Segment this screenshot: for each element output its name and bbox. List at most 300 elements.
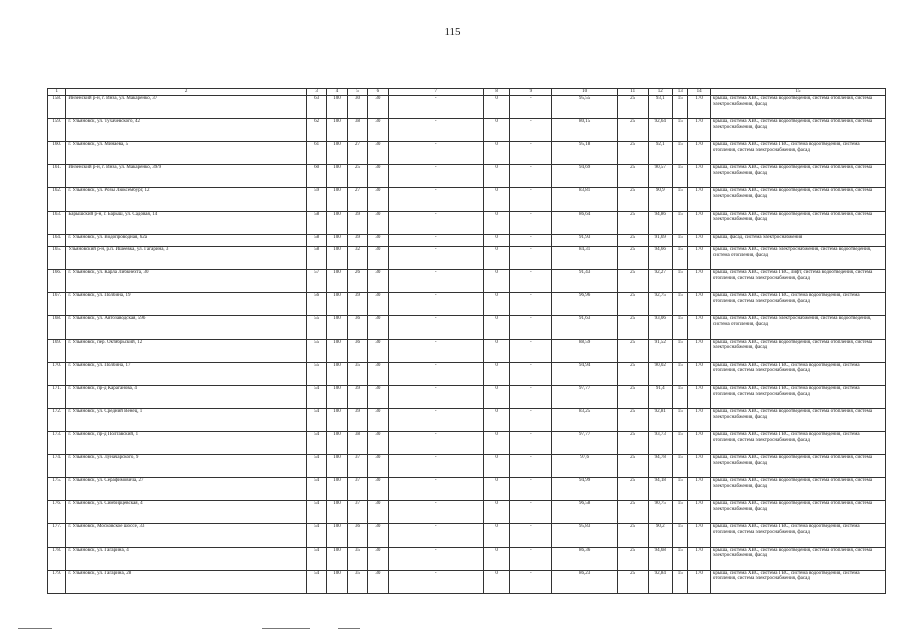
- address: г. Ульяновск, пр-д Караганова, 4: [66, 385, 306, 408]
- works-list: крыша, система ХВС, система ГВС, система водоотведения, система отопления, система электроснабжения, фасад: [710, 524, 885, 547]
- col-9-value: -: [510, 119, 552, 142]
- col-12-value: 90,57: [648, 165, 673, 188]
- col-4-value: 100: [327, 455, 347, 478]
- col-11-value: 25: [617, 408, 648, 431]
- col-14-value: 170: [688, 270, 711, 293]
- col-11-value: 25: [617, 524, 648, 547]
- col-3-value: 58: [306, 211, 326, 234]
- col-12-value: 92,27: [648, 270, 673, 293]
- col-9-value: -: [510, 165, 552, 188]
- column-number-9: 9: [510, 89, 552, 96]
- col-13-value: 15: [673, 385, 688, 408]
- col-9-value: -: [510, 408, 552, 431]
- col-11-value: 25: [617, 478, 648, 501]
- col-5-value: 39: [347, 408, 367, 431]
- address: г. Ульяновск, ул. Серафимовича, 27: [66, 478, 306, 501]
- col-11-value: 25: [617, 247, 648, 270]
- column-number-6: 6: [368, 89, 388, 96]
- address: Барышский р-н, г. Барыш, ул. Садовая, 14: [66, 211, 306, 234]
- col-4-value: 100: [327, 188, 347, 211]
- col-7-value: -: [388, 142, 483, 165]
- col-7-value: -: [388, 211, 483, 234]
- col-11-value: 25: [617, 501, 648, 524]
- col-4-value: 100: [327, 247, 347, 270]
- col-14-value: 170: [688, 547, 711, 570]
- works-list: крыша, система ХВС, система водоотведения, система отопления, система электроснабжения, фасад: [710, 501, 885, 524]
- col-12-value: 94,78: [648, 455, 673, 478]
- col-11-value: 25: [617, 165, 648, 188]
- works-list: крыша, система ХВС, система водоотведения, система отопления, система электроснабжения, фасад: [710, 339, 885, 362]
- row-number: 167.: [48, 293, 66, 316]
- col-3-value: 54: [306, 408, 326, 431]
- col-10-value: 91,93: [552, 234, 617, 246]
- col-11-value: 25: [617, 455, 648, 478]
- works-list: крыша, система ХВС, система ГВС, система водоотведения, система отопления, система электроснабжения, фасад: [710, 432, 885, 455]
- table-row: [48, 432, 886, 455]
- col-3-value: 54: [306, 432, 326, 455]
- col-5-value: 27: [347, 188, 367, 211]
- col-14-value: 170: [688, 316, 711, 339]
- col-13-value: 15: [673, 96, 688, 119]
- col-6-value: 30: [368, 270, 388, 293]
- col-3-value: 59: [306, 188, 326, 211]
- works-list: крыша, система ХВС, система ГВС, система водоотведения, система отопления, система электроснабжения, фасад: [710, 362, 885, 385]
- col-8-value: 0: [483, 247, 510, 270]
- col-7-value: -: [388, 385, 483, 408]
- row-number: 174.: [48, 455, 66, 478]
- col-5-value: 39: [347, 385, 367, 408]
- col-13-value: 15: [673, 316, 688, 339]
- col-11-value: 25: [617, 234, 648, 246]
- col-5-value: 36: [347, 316, 367, 339]
- address: г. Ульяновск, ул. Карла Либкнехта, 30: [66, 270, 306, 293]
- col-8-value: 0: [483, 234, 510, 246]
- col-10-value: 91,43: [552, 270, 617, 293]
- col-14-value: 170: [688, 293, 711, 316]
- works-list: крыша, система ХВС, система водоотведения, система отопления, система электроснабжения, фасад: [710, 547, 885, 570]
- address: Ульяновский р-н, р.п. Ишеевка, ул. Гагарина, 3: [66, 247, 306, 270]
- col-6-value: 30: [368, 188, 388, 211]
- col-7-value: -: [388, 119, 483, 142]
- col-3-value: 55: [306, 316, 326, 339]
- col-14-value: 170: [688, 96, 711, 119]
- address: г. Ульяновск, ул. Полбина, 17: [66, 362, 306, 385]
- row-number: 175.: [48, 478, 66, 501]
- column-number-5: 5: [347, 89, 367, 96]
- col-4-value: 100: [327, 385, 347, 408]
- col-7-value: -: [388, 96, 483, 119]
- col-11-value: 25: [617, 385, 648, 408]
- col-14-value: 170: [688, 362, 711, 385]
- address: г. Ульяновск, пр-д Полтавский, 1: [66, 432, 306, 455]
- row-number: 162.: [48, 188, 66, 211]
- col-10-value: 84,31: [552, 247, 617, 270]
- col-12-value: 94,68: [648, 547, 673, 570]
- col-5-value: 36: [347, 339, 367, 362]
- col-11-value: 25: [617, 293, 648, 316]
- works-list: крыша, система ХВС, система водоотведения, система отопления, система электроснабжения, фасад: [710, 408, 885, 431]
- table-row: [48, 362, 886, 385]
- works-list: крыша, система ХВС, система ГВС, система водоотведения, система отопления, система электроснабжения, фасад: [710, 142, 885, 165]
- col-12-value: 92,1: [648, 142, 673, 165]
- works-list: крыша, система ХВС, система ГВС, система водоотведения, система отопления, система электроснабжения, фасад: [710, 385, 885, 408]
- address: г. Ульяновск, ул. Полбина, 19: [66, 293, 306, 316]
- col-6-value: 30: [368, 455, 388, 478]
- row-number: 160.: [48, 142, 66, 165]
- col-3-value: 60: [306, 165, 326, 188]
- col-6-value: 30: [368, 211, 388, 234]
- col-12-value: 90,2: [648, 524, 673, 547]
- col-10-value: 96,96: [552, 293, 617, 316]
- col-9-value: -: [510, 432, 552, 455]
- col-5-value: 35: [347, 362, 367, 385]
- col-12-value: 94,66: [648, 247, 673, 270]
- col-4-value: 100: [327, 432, 347, 455]
- works-list: крыша, система ХВС, система водоотведения, система отопления, система электроснабжения, фасад: [710, 211, 885, 234]
- column-number-10: 10: [552, 89, 617, 96]
- col-8-value: 0: [483, 570, 510, 593]
- table-row: [48, 339, 886, 362]
- col-9-value: -: [510, 270, 552, 293]
- row-number: 164.: [48, 234, 66, 246]
- col-12-value: 91,4: [648, 385, 673, 408]
- col-8-value: 0: [483, 119, 510, 142]
- col-6-value: 30: [368, 316, 388, 339]
- col-3-value: 55: [306, 339, 326, 362]
- col-6-value: 30: [368, 293, 388, 316]
- col-3-value: 58: [306, 247, 326, 270]
- works-list: крыша, система ХВС, система ГВС, система водоотведения, система отопления, система электроснабжения, фасад: [710, 293, 885, 316]
- col-10-value: 94,94: [552, 362, 617, 385]
- col-7-value: -: [388, 247, 483, 270]
- col-12-value: 91,52: [648, 339, 673, 362]
- col-11-value: 25: [617, 432, 648, 455]
- col-4-value: 100: [327, 524, 347, 547]
- works-list: крыша, система ХВС, система водоотведения, система отопления, система электроснабжения, фасад: [710, 455, 885, 478]
- row-number: 166.: [48, 270, 66, 293]
- col-12-value: 91,69: [648, 234, 673, 246]
- col-13-value: 15: [673, 362, 688, 385]
- column-number-7: 7: [388, 89, 483, 96]
- column-number-12: 12: [648, 89, 673, 96]
- col-6-value: 30: [368, 524, 388, 547]
- col-7-value: -: [388, 455, 483, 478]
- col-11-value: 25: [617, 362, 648, 385]
- col-4-value: 100: [327, 234, 347, 246]
- column-number-4: 4: [327, 89, 347, 96]
- address: г. Ульяновск, ул. Симбирцевская, 4: [66, 501, 306, 524]
- col-13-value: 15: [673, 142, 688, 165]
- row-number: 169.: [48, 339, 66, 362]
- col-9-value: -: [510, 362, 552, 385]
- address: г. Ульяновск, ул. Автозаводская, 59б: [66, 316, 306, 339]
- col-8-value: 0: [483, 524, 510, 547]
- col-10-value: 83,25: [552, 408, 617, 431]
- col-6-value: 30: [368, 247, 388, 270]
- col-7-value: -: [388, 408, 483, 431]
- table-row: [48, 96, 886, 119]
- col-14-value: 170: [688, 247, 711, 270]
- col-7-value: -: [388, 339, 483, 362]
- col-14-value: 170: [688, 570, 711, 593]
- col-3-value: 54: [306, 385, 326, 408]
- col-7-value: -: [388, 188, 483, 211]
- row-number: 178.: [48, 547, 66, 570]
- col-13-value: 15: [673, 501, 688, 524]
- col-9-value: -: [510, 455, 552, 478]
- row-number: 165.: [48, 247, 66, 270]
- col-3-value: 54: [306, 570, 326, 593]
- table-row: [48, 385, 886, 408]
- col-12-value: 90,75: [648, 501, 673, 524]
- col-4-value: 100: [327, 501, 347, 524]
- table-row: [48, 570, 886, 593]
- col-4-value: 100: [327, 119, 347, 142]
- col-10-value: 86,23: [552, 570, 617, 593]
- col-12-value: 94,18: [648, 478, 673, 501]
- column-number-3: 3: [306, 89, 326, 96]
- col-3-value: 54: [306, 524, 326, 547]
- works-list: крыша, система ХВС, система ГВС, система водоотведения, система отопления, система электроснабжения, фасад: [710, 570, 885, 593]
- col-13-value: 15: [673, 165, 688, 188]
- table-row: [48, 455, 886, 478]
- col-11-value: 25: [617, 547, 648, 570]
- col-4-value: 100: [327, 362, 347, 385]
- col-9-value: -: [510, 234, 552, 246]
- col-13-value: 15: [673, 211, 688, 234]
- col-6-value: 30: [368, 385, 388, 408]
- col-8-value: 0: [483, 142, 510, 165]
- col-12-value: 93,73: [648, 432, 673, 455]
- col-12-value: 90,9: [648, 188, 673, 211]
- col-6-value: 30: [368, 432, 388, 455]
- col-6-value: 30: [368, 234, 388, 246]
- row-number: 170.: [48, 362, 66, 385]
- col-14-value: 170: [688, 455, 711, 478]
- col-9-value: -: [510, 501, 552, 524]
- col-6-value: 30: [368, 96, 388, 119]
- col-5-value: 39: [347, 234, 367, 246]
- col-8-value: 0: [483, 408, 510, 431]
- col-13-value: 15: [673, 119, 688, 142]
- col-12-value: 92,64: [648, 119, 673, 142]
- col-12-value: 92,81: [648, 408, 673, 431]
- col-10-value: 96,58: [552, 501, 617, 524]
- col-6-value: 30: [368, 501, 388, 524]
- col-14-value: 170: [688, 408, 711, 431]
- col-5-value: 37: [347, 501, 367, 524]
- col-14-value: 170: [688, 385, 711, 408]
- table-row: [48, 547, 886, 570]
- col-13-value: 15: [673, 478, 688, 501]
- col-7-value: -: [388, 432, 483, 455]
- table-row: [48, 524, 886, 547]
- table-row: [48, 270, 886, 293]
- col-8-value: 0: [483, 385, 510, 408]
- col-9-value: -: [510, 570, 552, 593]
- col-5-value: 38: [347, 432, 367, 455]
- row-number: 168.: [48, 316, 66, 339]
- col-9-value: -: [510, 96, 552, 119]
- col-13-value: 15: [673, 188, 688, 211]
- address: г. Ульяновск, ул. Гагарина, 4: [66, 547, 306, 570]
- col-13-value: 15: [673, 247, 688, 270]
- col-5-value: 36: [347, 524, 367, 547]
- col-9-value: -: [510, 524, 552, 547]
- col-8-value: 0: [483, 211, 510, 234]
- col-12-value: 93,1: [648, 96, 673, 119]
- column-number-14: 14: [688, 89, 711, 96]
- col-3-value: 54: [306, 478, 326, 501]
- address: г. Ульяновск, ул. Водопроводная, 62а: [66, 234, 306, 246]
- address: г. Ульяновск, ул. Луначарского, 9: [66, 455, 306, 478]
- footer-rule-center: [262, 628, 310, 629]
- page-number: 115: [444, 26, 461, 38]
- col-12-value: 94,86: [648, 211, 673, 234]
- col-11-value: 25: [617, 570, 648, 593]
- works-list: крыша, система ХВС, система электроснабжения, система водоотведения, система отопления, фасад: [710, 247, 885, 270]
- col-4-value: 100: [327, 339, 347, 362]
- col-10-value: 97,77: [552, 432, 617, 455]
- col-3-value: 62: [306, 119, 326, 142]
- table-row: [48, 188, 886, 211]
- col-10-value: 83,81: [552, 188, 617, 211]
- col-13-value: 15: [673, 234, 688, 246]
- table-row: [48, 234, 886, 246]
- footer-rule-left: [18, 628, 52, 629]
- col-5-value: 30: [347, 96, 367, 119]
- col-14-value: 170: [688, 478, 711, 501]
- col-10-value: 91,63: [552, 316, 617, 339]
- works-list: крыша, система ХВС, система водоотведения, система отопления, система электроснабжения, фасад: [710, 119, 885, 142]
- col-11-value: 25: [617, 316, 648, 339]
- col-11-value: 25: [617, 142, 648, 165]
- works-list: крыша, система ХВС, система водоотведения, система отопления, система электроснабжения, фасад: [710, 165, 885, 188]
- col-6-value: 30: [368, 142, 388, 165]
- row-number: 176.: [48, 501, 66, 524]
- col-11-value: 25: [617, 96, 648, 119]
- col-9-value: -: [510, 247, 552, 270]
- col-14-value: 170: [688, 432, 711, 455]
- col-4-value: 100: [327, 211, 347, 234]
- col-12-value: 93,06: [648, 316, 673, 339]
- col-9-value: -: [510, 188, 552, 211]
- col-14-value: 170: [688, 501, 711, 524]
- col-14-value: 170: [688, 188, 711, 211]
- col-10-value: 95,18: [552, 142, 617, 165]
- col-13-value: 15: [673, 293, 688, 316]
- col-14-value: 170: [688, 234, 711, 246]
- col-7-value: -: [388, 478, 483, 501]
- row-number: 177.: [48, 524, 66, 547]
- col-3-value: 54: [306, 501, 326, 524]
- col-4-value: 100: [327, 408, 347, 431]
- col-8-value: 0: [483, 455, 510, 478]
- col-4-value: 100: [327, 96, 347, 119]
- column-number-15: 15: [710, 89, 885, 96]
- col-13-value: 15: [673, 270, 688, 293]
- col-8-value: 0: [483, 478, 510, 501]
- col-10-value: 86,36: [552, 547, 617, 570]
- col-4-value: 100: [327, 316, 347, 339]
- row-number: 179.: [48, 570, 66, 593]
- table-row: [48, 408, 886, 431]
- repair-program-table: [47, 88, 886, 594]
- column-number-2: 2: [66, 89, 306, 96]
- table-row: [48, 119, 886, 142]
- works-list: крыша, система ХВС, система ГВС, лифт, система водоотведения, система отопления, система электроснабжения, фасад: [710, 270, 885, 293]
- works-list: крыша, фасад, система электроснабжения: [710, 234, 885, 246]
- col-12-value: 92,75: [648, 293, 673, 316]
- address: г. Ульяновск, ул. Розы Люксембург, 12: [66, 188, 306, 211]
- col-5-value: 26: [347, 270, 367, 293]
- table-row: [48, 142, 886, 165]
- table-row: [48, 293, 886, 316]
- col-3-value: 55: [306, 362, 326, 385]
- col-14-value: 170: [688, 119, 711, 142]
- table-row: [48, 501, 886, 524]
- works-list: крыша, система ХВС, система водоотведения, система отопления, система электроснабжения, фасад: [710, 96, 885, 119]
- column-number-8: 8: [483, 89, 510, 96]
- col-5-value: 39: [347, 211, 367, 234]
- col-8-value: 0: [483, 293, 510, 316]
- col-13-value: 15: [673, 455, 688, 478]
- column-number-13: 13: [673, 89, 688, 96]
- col-5-value: 35: [347, 547, 367, 570]
- col-6-value: 30: [368, 362, 388, 385]
- works-list: крыша, система ХВС, система электроснабжения, система водоотведения, система отопления, фасад: [710, 316, 885, 339]
- col-3-value: 57: [306, 270, 326, 293]
- address: г. Ульяновск, ул. Гагарина, 28: [66, 570, 306, 593]
- col-10-value: 97,6: [552, 455, 617, 478]
- col-5-value: 37: [347, 455, 367, 478]
- col-11-value: 25: [617, 211, 648, 234]
- works-list: крыша, система ХВС, система водоотведения, система отопления, система электроснабжения, фасад: [710, 478, 885, 501]
- footer-rule-right: [338, 628, 360, 629]
- works-list: крыша, система ХВС, система водоотведения, система отопления, система электроснабжения, фасад: [710, 188, 885, 211]
- col-5-value: 35: [347, 570, 367, 593]
- col-8-value: 0: [483, 165, 510, 188]
- col-13-value: 15: [673, 524, 688, 547]
- col-8-value: 0: [483, 432, 510, 455]
- col-4-value: 100: [327, 547, 347, 570]
- col-5-value: 25: [347, 165, 367, 188]
- address: г. Ульяновск, ул. Минаева, 5: [66, 142, 306, 165]
- col-6-value: 30: [368, 547, 388, 570]
- col-4-value: 100: [327, 570, 347, 593]
- col-7-value: -: [388, 524, 483, 547]
- address: Инзенский р-н, г. Инза, ул. Макаренко, 39/9: [66, 165, 306, 188]
- col-6-value: 30: [368, 408, 388, 431]
- col-4-value: 100: [327, 478, 347, 501]
- row-number: 173.: [48, 432, 66, 455]
- col-3-value: 54: [306, 455, 326, 478]
- col-4-value: 100: [327, 293, 347, 316]
- col-8-value: 0: [483, 501, 510, 524]
- col-7-value: -: [388, 570, 483, 593]
- col-9-value: -: [510, 339, 552, 362]
- col-6-value: 30: [368, 339, 388, 362]
- col-8-value: 0: [483, 547, 510, 570]
- table-row: [48, 247, 886, 270]
- col-7-value: -: [388, 270, 483, 293]
- col-10-value: 86,64: [552, 211, 617, 234]
- col-10-value: 80,15: [552, 119, 617, 142]
- col-5-value: 37: [347, 478, 367, 501]
- col-10-value: 88,59: [552, 339, 617, 362]
- col-14-value: 170: [688, 142, 711, 165]
- col-10-value: 97,77: [552, 385, 617, 408]
